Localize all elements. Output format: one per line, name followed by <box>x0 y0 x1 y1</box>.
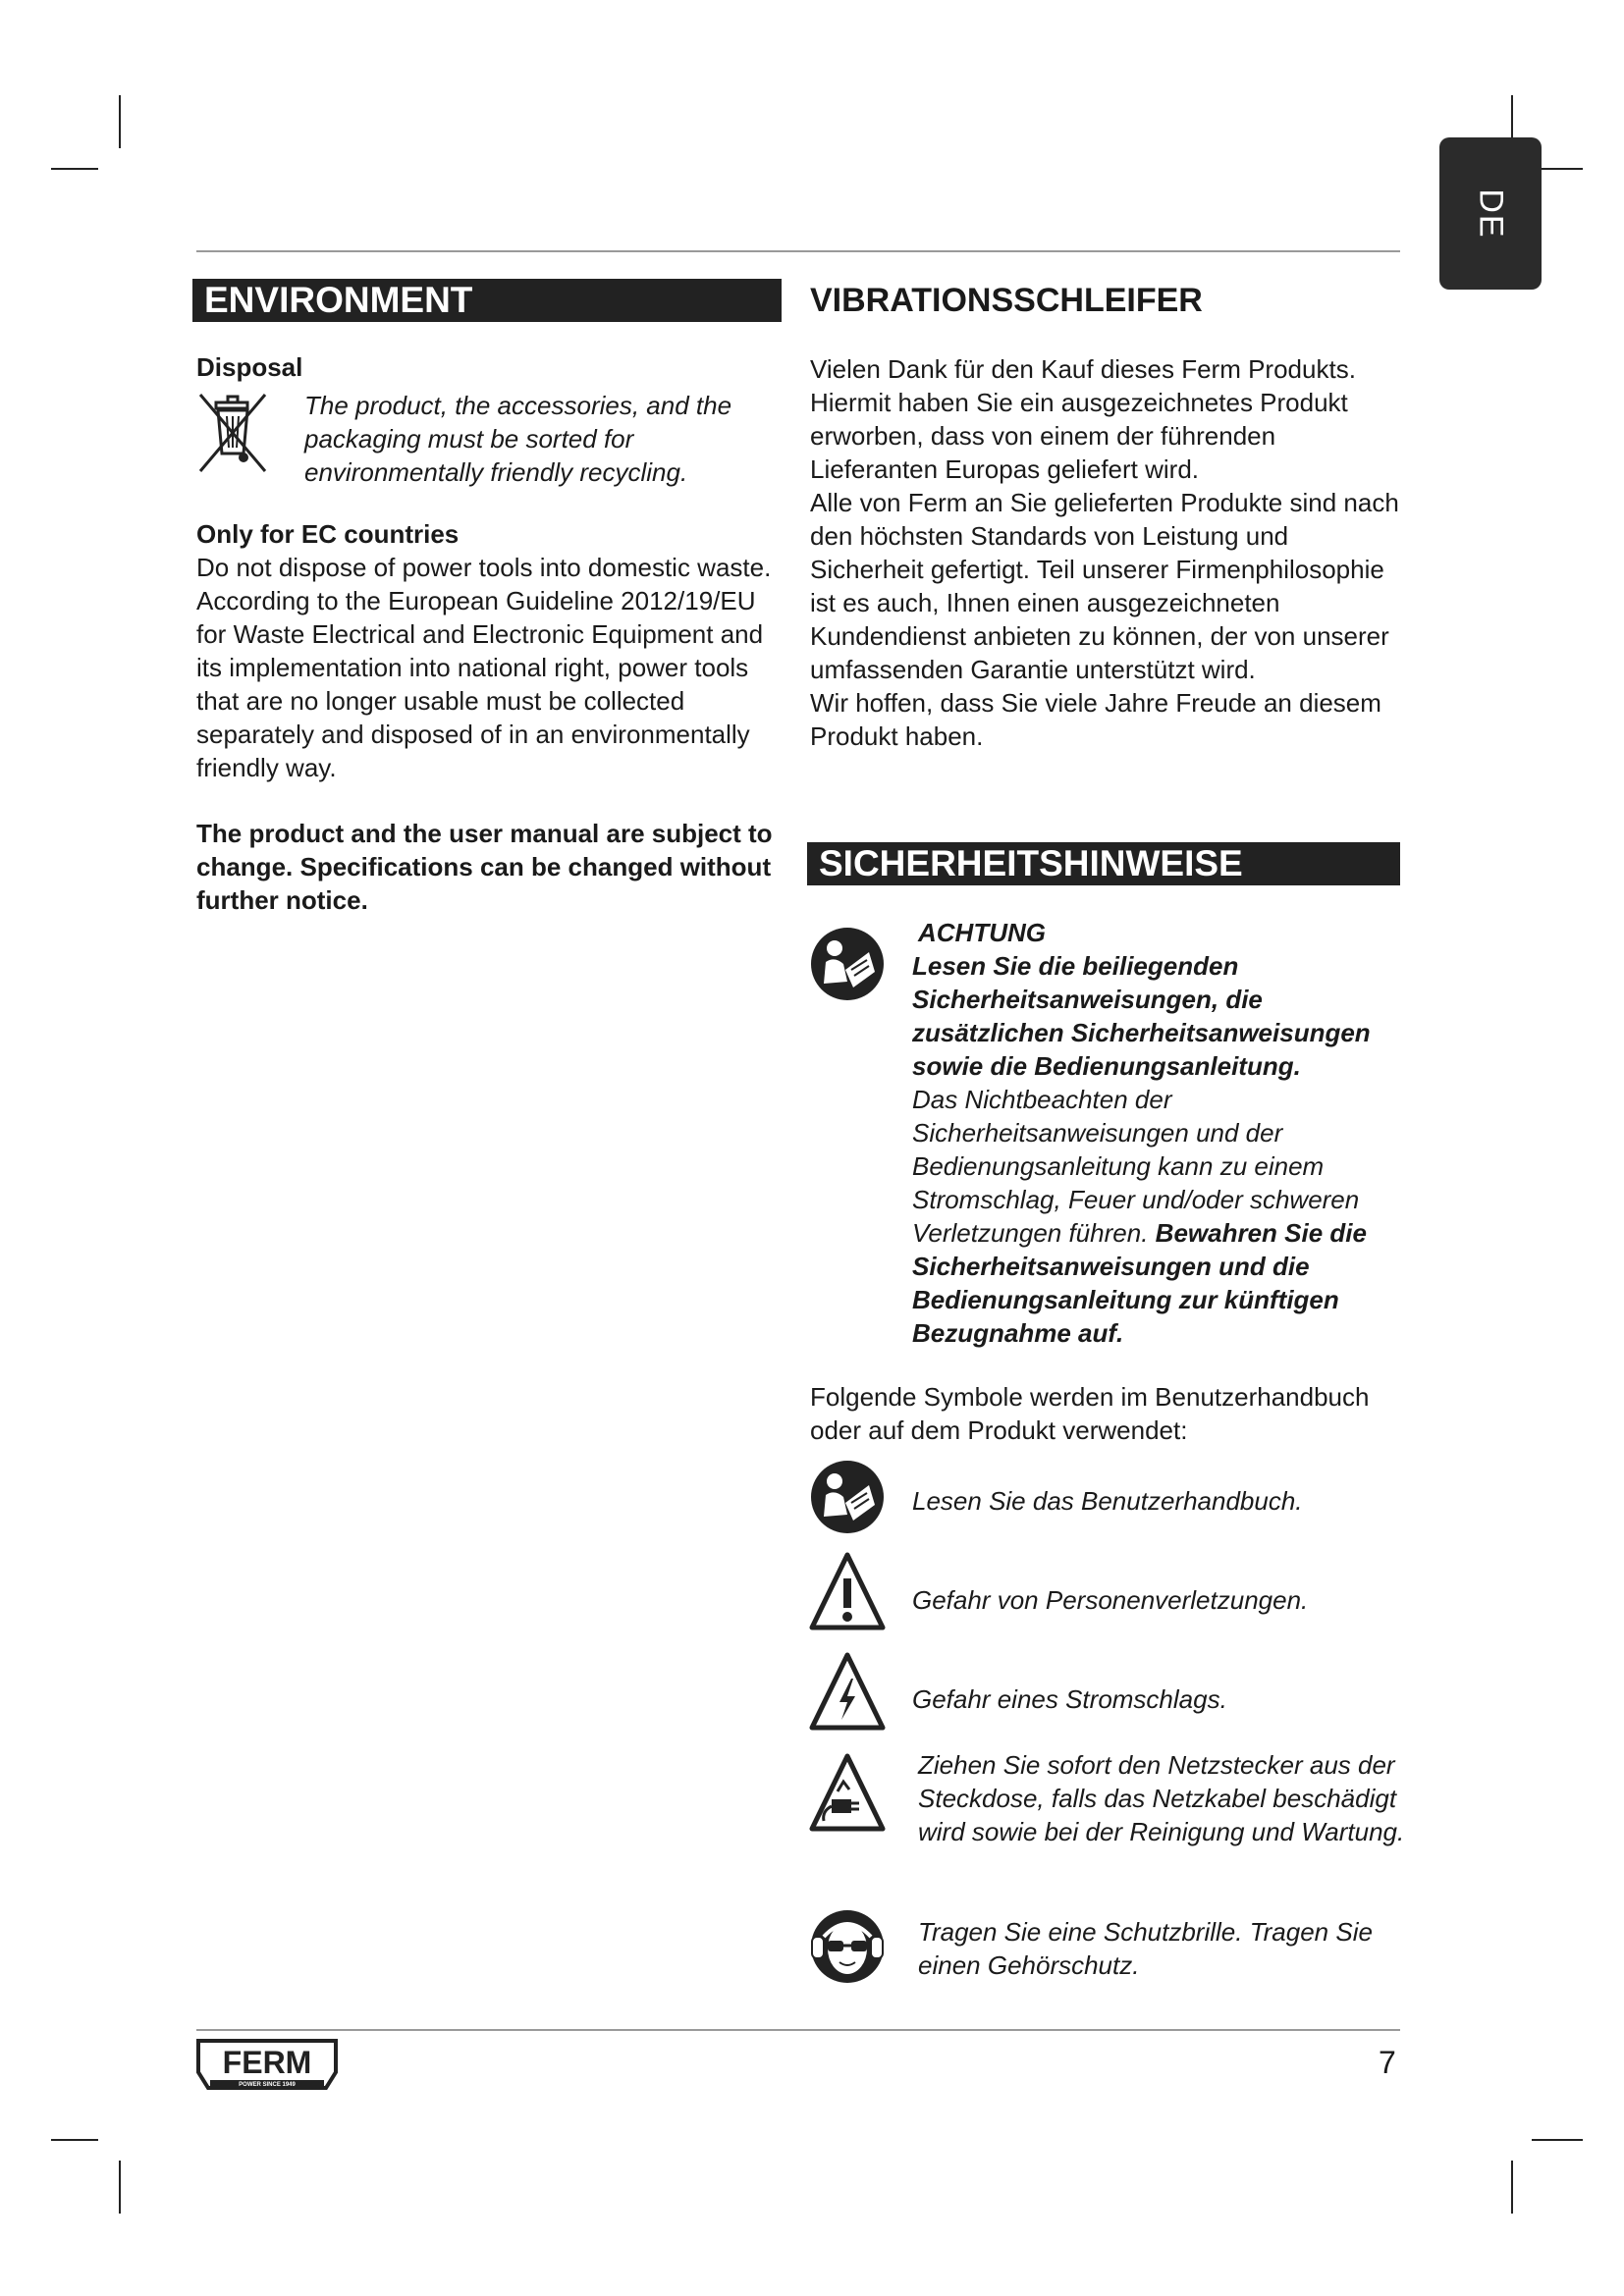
language-tab <box>1439 137 1542 290</box>
symbols-intro: Folgende Symbole werden im Benutzerhandbuch oder auf dem Produkt verwendet: <box>810 1382 1370 1445</box>
top-rule <box>196 250 1400 252</box>
warning-italic-text: Das Nichtbeachten der Sicherheitsanweisungen und der Bedienungsanleitung kann zu einem Stromschlag, Feuer und/oder schweren Verletzungen führen. <box>912 1085 1360 1248</box>
eye-ear-protection-icon <box>808 1907 887 1986</box>
crossed-bin-icon <box>194 393 271 475</box>
crop-mark <box>1532 2139 1583 2141</box>
bottom-rule <box>196 2029 1400 2031</box>
crop-mark <box>1511 2161 1513 2214</box>
intro-text <box>810 352 1399 753</box>
unplug-warning-icon <box>808 1752 887 1835</box>
symbol-text: Gefahr von Personenverletzungen. <box>912 1585 1309 1615</box>
crop-mark <box>119 2161 121 2214</box>
read-manual-icon <box>808 925 887 1003</box>
language-tab-label: DE <box>1472 188 1510 240</box>
crop-mark <box>119 95 121 148</box>
page-number: 7 <box>1379 2045 1396 2080</box>
environment-heading: ENVIRONMENT <box>192 279 782 322</box>
product-heading: VIBRATIONSSCHLEIFER <box>810 282 1203 319</box>
symbol-text: Tragen Sie eine Schutzbrille. Tragen Sie einen Gehörschutz. <box>918 1917 1373 1980</box>
symbol-text: Gefahr eines Stromschlags. <box>912 1684 1227 1714</box>
electric-shock-icon <box>808 1651 887 1734</box>
logo-text: FERM <box>222 2045 312 2080</box>
change-notice: The product and the user manual are subject to change. Specifications can be changed without further notice. <box>196 819 773 915</box>
symbol-text: Lesen Sie das Benutzerhandbuch. <box>912 1486 1303 1516</box>
warning-keep-text: Bewahren Sie die Sicherheitsanweisungen und die Bedienungsanleitung zur künftigen Bezugnahme auf. <box>912 1218 1367 1348</box>
read-manual-icon <box>808 1458 887 1536</box>
intro-paragraph: Wir hoffen, dass Sie viele Jahre Freude an diesem Produkt haben. <box>810 688 1381 751</box>
intro-paragraph: Vielen Dank für den Kauf dieses Ferm Produkts. Hiermit haben Sie ein ausgezeichnetes Produkt erworben, dass von einem der führenden Lieferanten Europas geliefert wird. <box>810 354 1356 484</box>
ec-countries-text: Do not dispose of power tools into domestic waste. According to the European Guideline 2012/19/EU for Waste Electrical and Electronic Equipment and its implementation into national right, power tools that are no longer usable must be collected separately and disposed of in an environmentally friendly way. <box>196 553 772 782</box>
disposal-title: Disposal <box>196 352 303 382</box>
warning-block <box>912 916 1403 1350</box>
intro-paragraph: Alle von Ferm an Sie gelieferten Produkte sind nach den höchsten Standards von Leistung und Sicherheit gefertigt. Teil unserer Firmenphilosophie ist es auch, Ihnen einen ausgezeichneten Kundendienst anbieten zu können, der von unserer umfassenden Garantie unterstützt wird. <box>810 488 1399 684</box>
ferm-logo <box>194 2037 340 2096</box>
ec-countries-title: Only for EC countries <box>196 519 460 549</box>
crop-mark <box>51 168 98 170</box>
logo-tagline: POWER SINCE 1949 <box>239 2082 296 2088</box>
warning-bold-text: Lesen Sie die beiliegenden Sicherheitsanweisungen, die zusätzlichen Sicherheitsanweisungen sowie die Bedienungsanleitung. <box>912 951 1371 1081</box>
symbol-text: Ziehen Sie sofort den Netzstecker aus der Steckdose, falls das Netzkabel beschädigt wird sowie bei der Reinigung und Wartung. <box>918 1750 1405 1846</box>
disposal-text: The product, the accessories, and the packaging must be sorted for environmentally friendly recycling. <box>304 391 732 487</box>
warning-body <box>912 1083 1403 1350</box>
achtung-label: ACHTUNG <box>918 918 1046 947</box>
crop-mark <box>51 2139 98 2141</box>
warning-icon <box>808 1551 887 1633</box>
safety-heading: SICHERHEITSHINWEISE <box>807 842 1400 885</box>
